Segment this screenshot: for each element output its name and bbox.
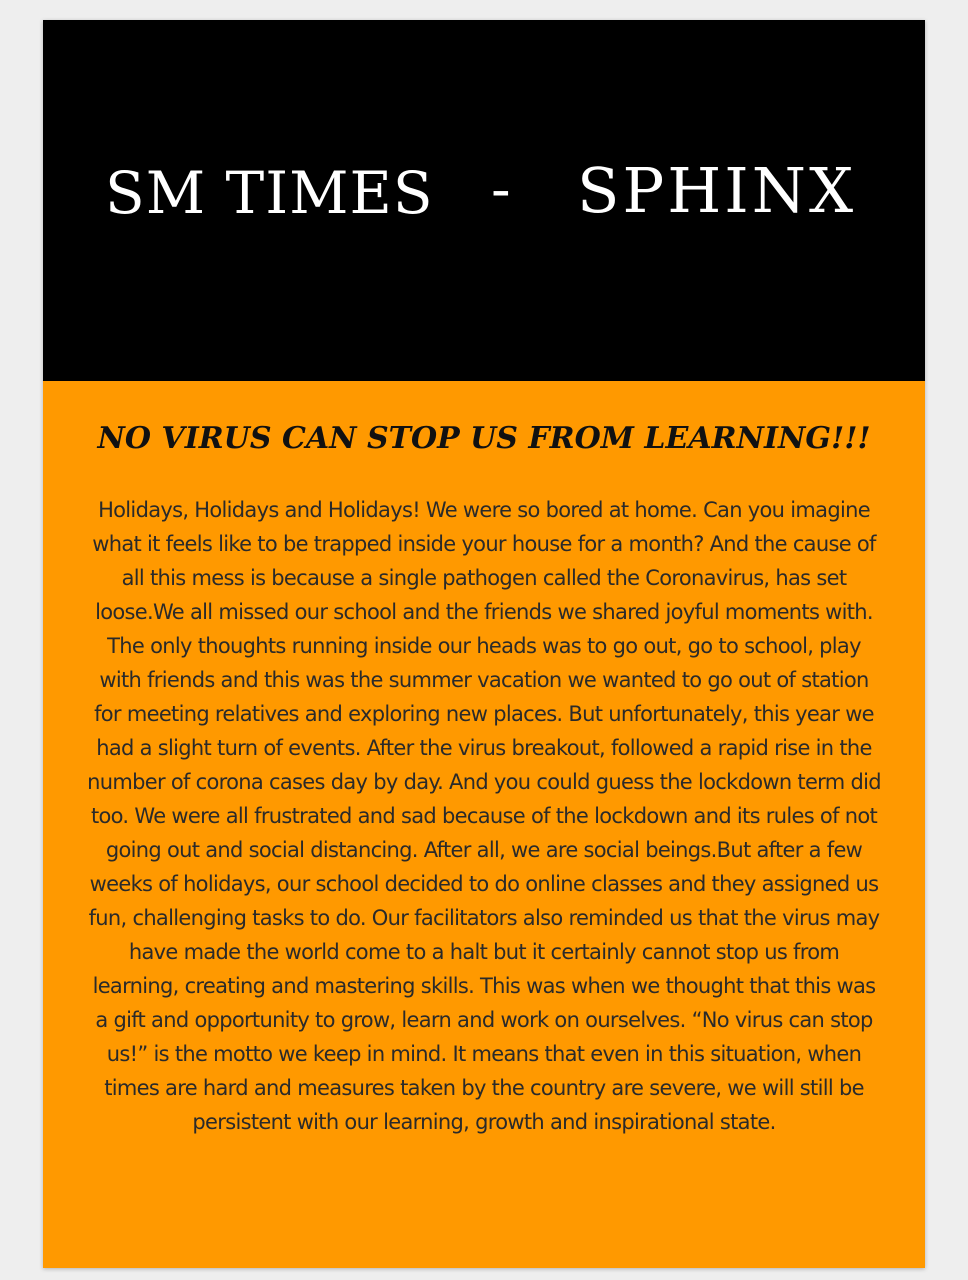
article-section — [43, 381, 925, 1268]
newsletter-page — [43, 20, 925, 1268]
article-headline: NO VIRUS CAN STOP US FROM LEARNING!!! — [97, 421, 871, 456]
masthead-title: SM TIMES — [105, 159, 434, 227]
masthead-banner — [43, 20, 925, 381]
article-body: Holidays, Holidays and Holidays! We were so bored at home. Can you imagine what it feels like to be trapped inside your house for a month? And the cause of all this mess is because a single pathogen called the Coronavirus, has set loose.We all missed our school and the friends we shared joyful moments with. The only thoughts running inside our heads was to go out, go to school, play with friends and this was the summer vacation we wanted to go out of station for meeting relatives and exploring new places. But unfortunately, this year we had a slight turn of events. After the virus breakout, followed a rapid rise in the number of corona cases day by day. And you could guess the lockdown term did too. We were all frustrated and sad because of the lockdown and its rules of not going out and social distancing. After all, we are social beings.But after a few weeks of holidays, our school decided to do online classes and they assigned us fun, challenging tasks to do. Our facilitators also reminded us that the virus may have made the world come to a halt but it certainly cannot stop us from learning, creating and mastering skills. This was when we thought that this was a gift and opportunity to grow, learn and work on ourselves. “No virus can stop us!” is the motto we keep in mind. It means that even in this situation, when times are hard and measures taken by the country are severe, we will still be persistent with our learning, growth and inspirational state. — [87, 498, 881, 1134]
masthead-separator: - — [491, 155, 511, 223]
masthead-subtitle: SPHINX — [577, 154, 857, 227]
